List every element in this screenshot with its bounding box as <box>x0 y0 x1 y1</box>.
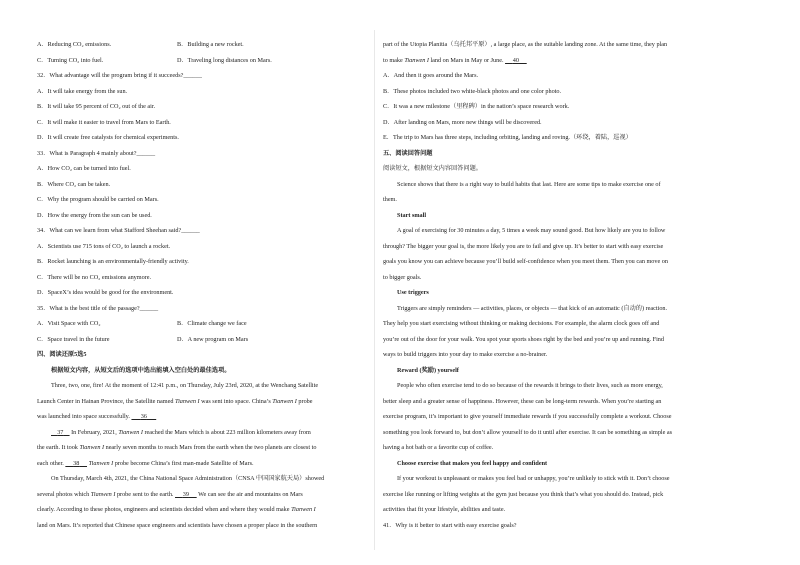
passage-line: land on Mars. It’s reported that Chinese space engineers and scientists have chosen a proper place in the southern <box>37 521 318 529</box>
probe-name: Tianwen I <box>272 397 297 405</box>
left-column <box>37 37 363 533</box>
passage-line <box>37 456 363 472</box>
blank-number: 37 <box>57 428 64 436</box>
option: A．And then it goes around the Mars. <box>383 72 479 79</box>
blank-37 <box>51 429 70 436</box>
option: D．It will create free catalysts for chemical experiments. <box>37 134 179 141</box>
text: was launched into space successfully. <box>37 413 130 420</box>
blank-number: 36 <box>140 413 147 420</box>
passage-line: exercise like running or lifting weights at the gym just because you think that’s what you should do. Instead, pick <box>383 490 664 498</box>
blank-40 <box>505 57 527 64</box>
option: C．Turning CO₂ into fuel. <box>37 56 104 64</box>
passage-line: People who often exercise tend to do so because of the rewards it brings to their lives, such as more energy, <box>397 382 663 389</box>
passage-line: They help you start exercising without thinking or making decisions. For example, the alarm clock goes off and <box>383 320 660 327</box>
option: D．How the energy from the sun can be used. <box>37 211 152 219</box>
passage-line: having a hot bath or a favorite cup of coffee. <box>383 444 494 451</box>
passage-line: through? The bigger your goal is, the more likely you are to fail and give up. It’s better to start with easy exercise <box>383 242 664 250</box>
section-4-instructions: 根据短文内容，从短文后的选项中选出能填入空白处的最佳选项。 <box>51 366 231 374</box>
probe-name: Tianwen I <box>291 506 316 513</box>
passage-line: you’re out of the door for your walk. You spot your sports shoes right by the bed and you’re up and running. Find <box>383 335 664 343</box>
text: nearly seven months to reach Mars from the earth when the two planets are closest to <box>105 444 317 451</box>
passage-line <box>37 440 363 456</box>
passage-line <box>37 487 363 503</box>
question-35: 35．What is the best title of the passage?______ <box>37 304 159 312</box>
text: the earth. It took <box>37 444 78 451</box>
passage-line: Three, two, one, fire! At the moment of 12:41 p.m., on Thursday, July 23rd, 2020, at the Wenchang Satellite <box>51 382 319 389</box>
text: probe <box>298 397 313 405</box>
text: We can see the air and mountains on Mars <box>198 490 303 498</box>
passage-line: ways to build triggers into your day to make exercise a no-brainer. <box>383 351 548 358</box>
blank-39 <box>175 491 197 498</box>
passage-line: activities that fit your lifestyle, abilities and taste. <box>383 506 506 513</box>
passage-line: something you look forward to, but don’t allow yourself to do it until after exercise. It can be something as simple as <box>383 428 673 436</box>
q31-options-row1 <box>37 37 363 53</box>
text: probe become China’s first man-made Satellite of Mars. <box>114 459 254 467</box>
text: probe sent to the earth. <box>116 490 174 498</box>
passage-line: them. <box>383 196 397 203</box>
option: B．Where CO₂ can be taken. <box>37 180 111 188</box>
passage-line: On Thursday, March 4th, 2021, the China National Space Administration（CNSA 中国国家航天局）showed <box>51 475 325 482</box>
passage-line <box>37 425 363 441</box>
option: A．Scientists use 715 tons of CO₂ to launch a rocket. <box>37 242 171 250</box>
passage-line: goals you know you can achieve because you’ll build self-confidence when you meet them. Then you can move on <box>383 258 668 265</box>
blank-36 <box>131 413 156 420</box>
option: C．It will make it easier to travel from Mars to Earth. <box>37 118 171 126</box>
option: A．Visit Space with CO₂ <box>37 320 101 327</box>
passage-line <box>37 502 363 518</box>
option: A．How CO₂ can be turned into fuel. <box>37 165 131 172</box>
option: C．It was a new milestone（里程碑）in the nation’s space research work. <box>383 103 570 110</box>
text: land on Mars in May or June. <box>430 56 504 64</box>
blank-38 <box>65 460 87 467</box>
text: to make <box>383 56 403 64</box>
option: B．It will take 95 percent of CO₂ out of the air. <box>37 103 156 110</box>
subheading: Use triggers <box>397 289 429 296</box>
passage-line: to bigger goals. <box>383 273 422 281</box>
passage-line: If your workout is unpleasant or makes you feel bad or unhappy, you’re unlikely to stick with it. Don’t choose <box>397 475 670 482</box>
blank-number: 40 <box>512 56 519 64</box>
option: A．It will take energy from the sun. <box>37 87 128 95</box>
question-33: 33．What is Paragraph 4 mainly about?______ <box>37 149 156 157</box>
passage-line: better sleep and a greater sense of happiness. However, these can be long-term rewards. When you’re starting an <box>383 397 662 405</box>
passage-line: A goal of exercising for 30 minutes a day, 5 times a week may sound good. But how likely are you to follow <box>397 227 666 234</box>
blank-number: 38 <box>73 459 80 467</box>
text: clearly. According to these photos, engineers and scientists decided when and where they would make <box>37 506 290 513</box>
text: several photos which <box>37 490 90 498</box>
option: D．A new program on Mars <box>177 335 249 343</box>
passage-line <box>383 53 713 69</box>
text: Launch Center in Hainan Province, the Satellite named <box>37 397 174 405</box>
subheading: Choose exercise that makes you feel happy and confident <box>397 459 548 467</box>
text: was sent into space. China’s <box>201 397 271 405</box>
probe-name: Tianwen I <box>79 444 105 451</box>
subheading: Reward (奖励) yourself <box>397 366 459 374</box>
probe-name: Tianwen I <box>404 56 429 64</box>
option: D．After landing on Mars, more new things will be discovered. <box>383 118 542 126</box>
probe-name: Tianwen I <box>174 397 200 405</box>
option: A．Reducing CO₂ emissions. <box>37 41 112 48</box>
option: C．Space travel in the future <box>37 335 110 343</box>
q35-options-row1 <box>37 316 363 332</box>
passage-line: exercise program, it’s important to give yourself immediate rewards if you successfully complete a workout. Choose <box>383 413 672 420</box>
passage-line: Science shows that there is a right way to build habits that last. Here are some tips to make exercise one of <box>397 180 661 188</box>
probe-name: Tianwen I <box>88 459 114 467</box>
passage-line <box>37 409 363 425</box>
option: B．These photos included two white-black photos and one color photo. <box>383 87 562 95</box>
subheading: Start small <box>397 211 427 219</box>
option: B．Rocket launching is an environmentally-friendly activity. <box>37 258 189 265</box>
text: In February, 2021, <box>71 428 117 436</box>
blank-number: 39 <box>182 490 189 498</box>
passage-line <box>37 394 363 410</box>
section-5-title: 五、阅读回答问题 <box>383 149 433 157</box>
question-32: 32．What advantage will the program bring if it succeeds?______ <box>37 72 202 79</box>
right-column <box>383 37 713 533</box>
q31-options-row2 <box>37 53 363 69</box>
option: B．Building a new rocket. <box>177 41 244 48</box>
question-34: 34．What can we learn from what Stafford Sheehan said?______ <box>37 227 200 234</box>
option: D．SpaceX’s idea would be good for the environment. <box>37 289 174 296</box>
section-5-instructions: 阅读短文，根据短文内容回答问题。 <box>383 165 482 172</box>
q35-options-row2 <box>37 332 363 348</box>
text: reached the Mars which is about 223 million kilometers away from <box>144 428 311 436</box>
column-divider <box>374 30 375 550</box>
option: C．There will be no CO₂ emissions anymore. <box>37 273 152 281</box>
section-4-title: 四、阅读还原5选5 <box>37 351 87 358</box>
option: B．Climate change we face <box>177 320 247 327</box>
passage-line: Triggers are simply reminders — activities, places, or objects — that kick of an automatic (自动的) reaction. <box>397 304 668 312</box>
passage-line: part of the Utopia Planitia（乌托邦平原）, a large place, as the suitable landing zone. At the same time, they plan <box>383 41 668 48</box>
question-41: 41．Why is it better to start with easy exercise goals? <box>383 521 517 529</box>
option: E．The trip to Mars has three steps, including orbiting, landing and roving.（环绕，着陆，巡视） <box>383 134 632 141</box>
text: each other. <box>37 459 64 467</box>
option: D．Traveling long distances on Mars. <box>177 56 272 64</box>
probe-name: Tianwen I <box>118 428 143 436</box>
option: C．Why the program should be carried on Mars. <box>37 196 159 203</box>
probe-name: Tianwen I <box>90 490 116 498</box>
